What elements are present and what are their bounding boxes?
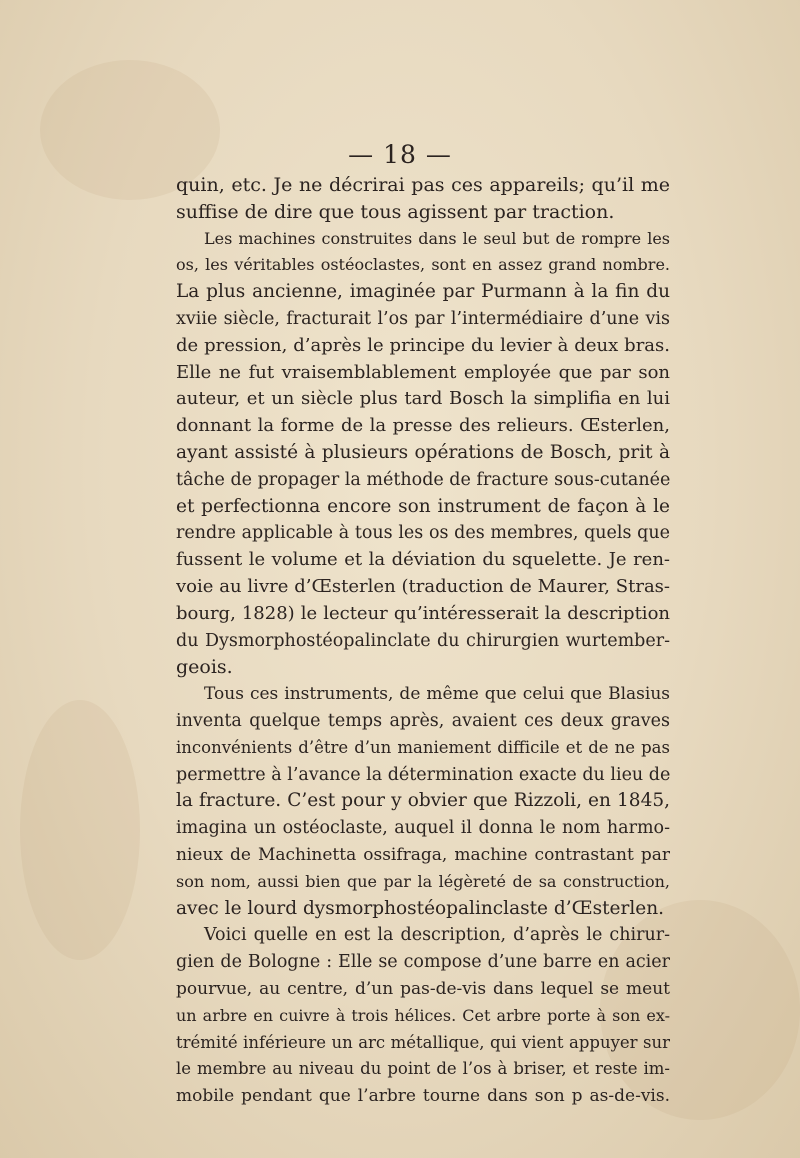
text-line: quin, etc. Je ne décrirai pas ces appareils; qu’il me xyxy=(176,174,670,196)
text-line: tâche de propager la méthode de fracture sous-cutanée xyxy=(176,469,670,490)
text-line: fussent le volume et la déviation du squelette. Je ren- xyxy=(176,549,670,571)
text-line: Les machines construites dans le seul but de rompre les xyxy=(204,228,670,248)
text-line: son nom, aussi bien que par la légèreté de sa construction, xyxy=(176,871,670,891)
text-line: permettre à l’avance la détermination exacte du lieu de xyxy=(176,764,670,785)
text-line: donnant la forme de la presse des relieurs. Œsterlen, xyxy=(176,415,670,437)
text-line: rendre applicable à tous les os des membres, quels que xyxy=(176,523,670,544)
text-line: avec le lourd dysmorphostéopalinclaste d’Œsterlen. xyxy=(176,897,665,919)
text-line: suffise de dire que tous agissent par traction. xyxy=(176,200,615,223)
text-line: nieux de Machinetta ossifraga, machine contrastant par xyxy=(176,844,670,865)
page-number: — 18 — xyxy=(348,140,452,169)
text-line: La plus ancienne, imaginée par Purmann à la fin du xyxy=(176,281,670,303)
text-line: auteur, et un siècle plus tard Bosch la simplifia en lui xyxy=(176,388,670,410)
text-line: Voici quelle en est la description, d’après le chirur- xyxy=(204,925,670,946)
text-line: gien de Bologne : Elle se compose d’une barre en acier xyxy=(176,952,670,973)
text-line: de pression, d’après le principe du levier à deux bras. xyxy=(176,334,670,356)
text-line: os, les véritables ostéoclastes, sont en assez grand nombre. xyxy=(176,255,670,275)
text-line: un arbre en cuivre à trois hélices. Cet arbre porte à son ex- xyxy=(176,1005,670,1025)
text-line: Elle ne fut vraisemblablement employée que par son xyxy=(176,361,670,383)
text-line: le membre au niveau du point de l’os à briser, et reste im- xyxy=(176,1059,670,1079)
text-line: imagina un ostéoclaste, auquel il donna le nom harmo- xyxy=(176,818,670,839)
text-line: xviie siècle, fracturait l’os par l’intermédiaire d’une vis xyxy=(176,308,670,329)
text-line: la fracture. C’est pour y obvier que Rizzoli, en 1845, xyxy=(176,790,670,812)
text-line: et perfectionna encore son instrument de façon à le xyxy=(176,495,670,517)
text-line: geois. xyxy=(176,656,233,679)
text-line: trémité inférieure un arc métallique, qui vient appuyer sur xyxy=(176,1032,670,1052)
text-line: Tous ces instruments, de même que celui que Blasius xyxy=(204,684,670,705)
text-line: pourvue, au centre, d’un pas-de-vis dans lequel se meut xyxy=(176,978,670,999)
body-text xyxy=(176,172,670,1110)
text-line: mobile pendant que l’arbre tourne dans son p as-de-vis. xyxy=(176,1086,670,1107)
text-line: bourg, 1828) le lecteur qu’intéresserait la description xyxy=(176,602,670,624)
text-line: voie au livre d’Œsterlen (traduction de Maurer, Stras- xyxy=(176,575,670,597)
paper-stain xyxy=(20,700,140,960)
text-line: du Dysmorphostéopalinclate du chirurgien wurtember- xyxy=(176,630,670,651)
text-line: ayant assisté à plusieurs opérations de Bosch, prit à xyxy=(176,441,670,463)
text-line: inventa quelque temps après, avaient ces deux graves xyxy=(176,710,670,731)
text-line: inconvénients d’être d’un maniement difficile et de ne pas xyxy=(176,737,670,757)
